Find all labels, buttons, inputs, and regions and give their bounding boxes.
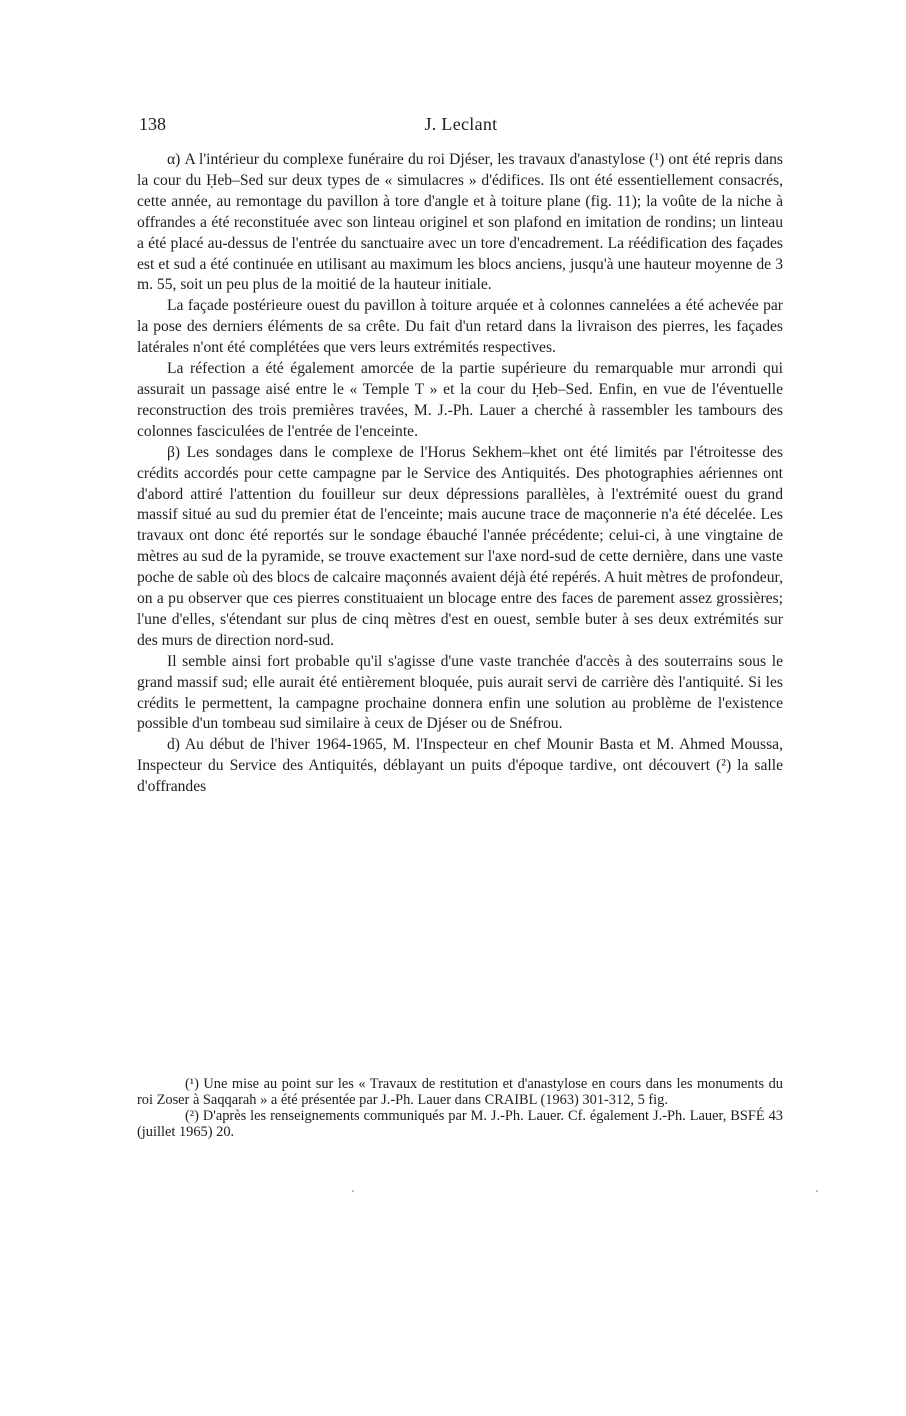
running-head: J. Leclant [424, 114, 498, 134]
page-number: 138 [139, 114, 166, 134]
paragraph-tranchee: Il semble ainsi fort probable qu'il s'agisse d'une vaste tranchée d'accès à des souterrains sous le grand massif sud; elle aurait été entièrement bloquée, puis aurait servi de carrière dès l'antiquité. Si les crédits le permettent, la campagne prochaine donnera enfin une solution au problème de l'existence possible d'un tombeau sud similaire à ceux de Djéser ou de Snéfrou. [137, 652, 783, 733]
footnotes [137, 1076, 783, 1140]
paragraph-refection: La réfection a été également amorcée de la partie supérieure du remarquable mur arrondi qui assurait un passage aisé entre le « Temple T » et la cour du Ḥeb–Sed. Enfin, en vue de l'éventuelle reconstruction des trois premières travées, M. J.-Ph. Lauer a cherché à rassembler les tambours des colonnes fasciculées de l'entrée de l'enceinte. [137, 360, 783, 440]
paragraph-facade: La façade postérieure ouest du pavillon à toiture arquée et à colonnes cannelées a été achevée par la pose des derniers éléments de sa crête. Du fait d'un retard dans la livraison des pierres, les façades latérales n'ont été complétées que vers leurs extrémités respectives. [137, 297, 783, 357]
scan-speck [352, 1190, 354, 1192]
paragraph-delta: d) Au début de l'hiver 1964-1965, M. l'Inspecteur en chef Mounir Basta et M. Ahmed Moussa, Inspecteur du Service des Antiquités, déblayant un puits d'époque tardive, ont découvert (²) la salle d'offrandes [137, 736, 783, 796]
body-text [137, 150, 783, 798]
footnote-text: Une mise au point sur les « Travaux de restitution et d'anastylose en cours dans les monuments du roi Zoser à Saqqarah » a été présentée par J.-Ph. Lauer dans CRAIBL (1963) 301-312, 5 fig. [137, 1076, 783, 1108]
page-header [137, 114, 785, 138]
footnote-marker: (²) [185, 1108, 199, 1124]
scan-speck [816, 1190, 818, 1192]
footnote-marker: (¹) [185, 1076, 199, 1092]
footnote-2 [137, 1108, 783, 1140]
paragraph-alpha: α) A l'intérieur du complexe funéraire du roi Djéser, les travaux d'anastylose (¹) ont été repris dans la cour du Ḥeb–Sed sur deux types de « simulacres » d'édifices. Ils ont été essentiellement consacrés, cette année, au remontage du pavillon à tore d'angle et à toiture plane (fig. 11); la voûte de la niche à offrandes a été reconstituée avec son linteau originel et son plafond en imitation de rondins; un linteau a été placé au-dessus de l'entrée du sanctuaire avec un tore d'encadrement. La réédification des façades est et sud a été continuée en utilisant au maximum les blocs anciens, jusqu'à une hauteur moyenne de 3 m. 55, soit un peu plus de la moitié de la hauteur initiale. [137, 151, 783, 294]
paragraph-beta: β) Les sondages dans le complexe de l'Horus Sekhem–khet ont été limités par l'étroitesse des crédits accordés pour cette campagne par le Service des Antiquités. Des photographies aériennes ont d'abord attiré l'attention du fouilleur sur deux dépressions parallèles, à l'extrémité ouest du grand massif situé au sud du premier état de l'enceinte; mais aucune trace de maçonnerie n'a été décelée. Les travaux ont donc été reportés sur le sondage ébauché l'année précédente; celui-ci, à une vingtaine de mètres au sud de la pyramide, se trouve exactement sur l'axe nord-sud de cette dernière, dans une vaste poche de sable où des blocs de calcaire maçonnés avaient déjà été repérés. A huit mètres de profondeur, on a pu observer que ces pierres constituaient un blocage entre des faces de parement assez grossières; l'une d'elles, s'étendant sur plus de cinq mètres d'est en ouest, semble buter à ses deux extrémités sur des murs de direction nord-sud. [137, 443, 783, 649]
footnote-1 [137, 1076, 783, 1108]
footnote-text: D'après les renseignements communiqués par M. J.-Ph. Lauer. Cf. également J.-Ph. Lauer, BSFÉ 43 (juillet 1965) 20. [137, 1108, 783, 1140]
